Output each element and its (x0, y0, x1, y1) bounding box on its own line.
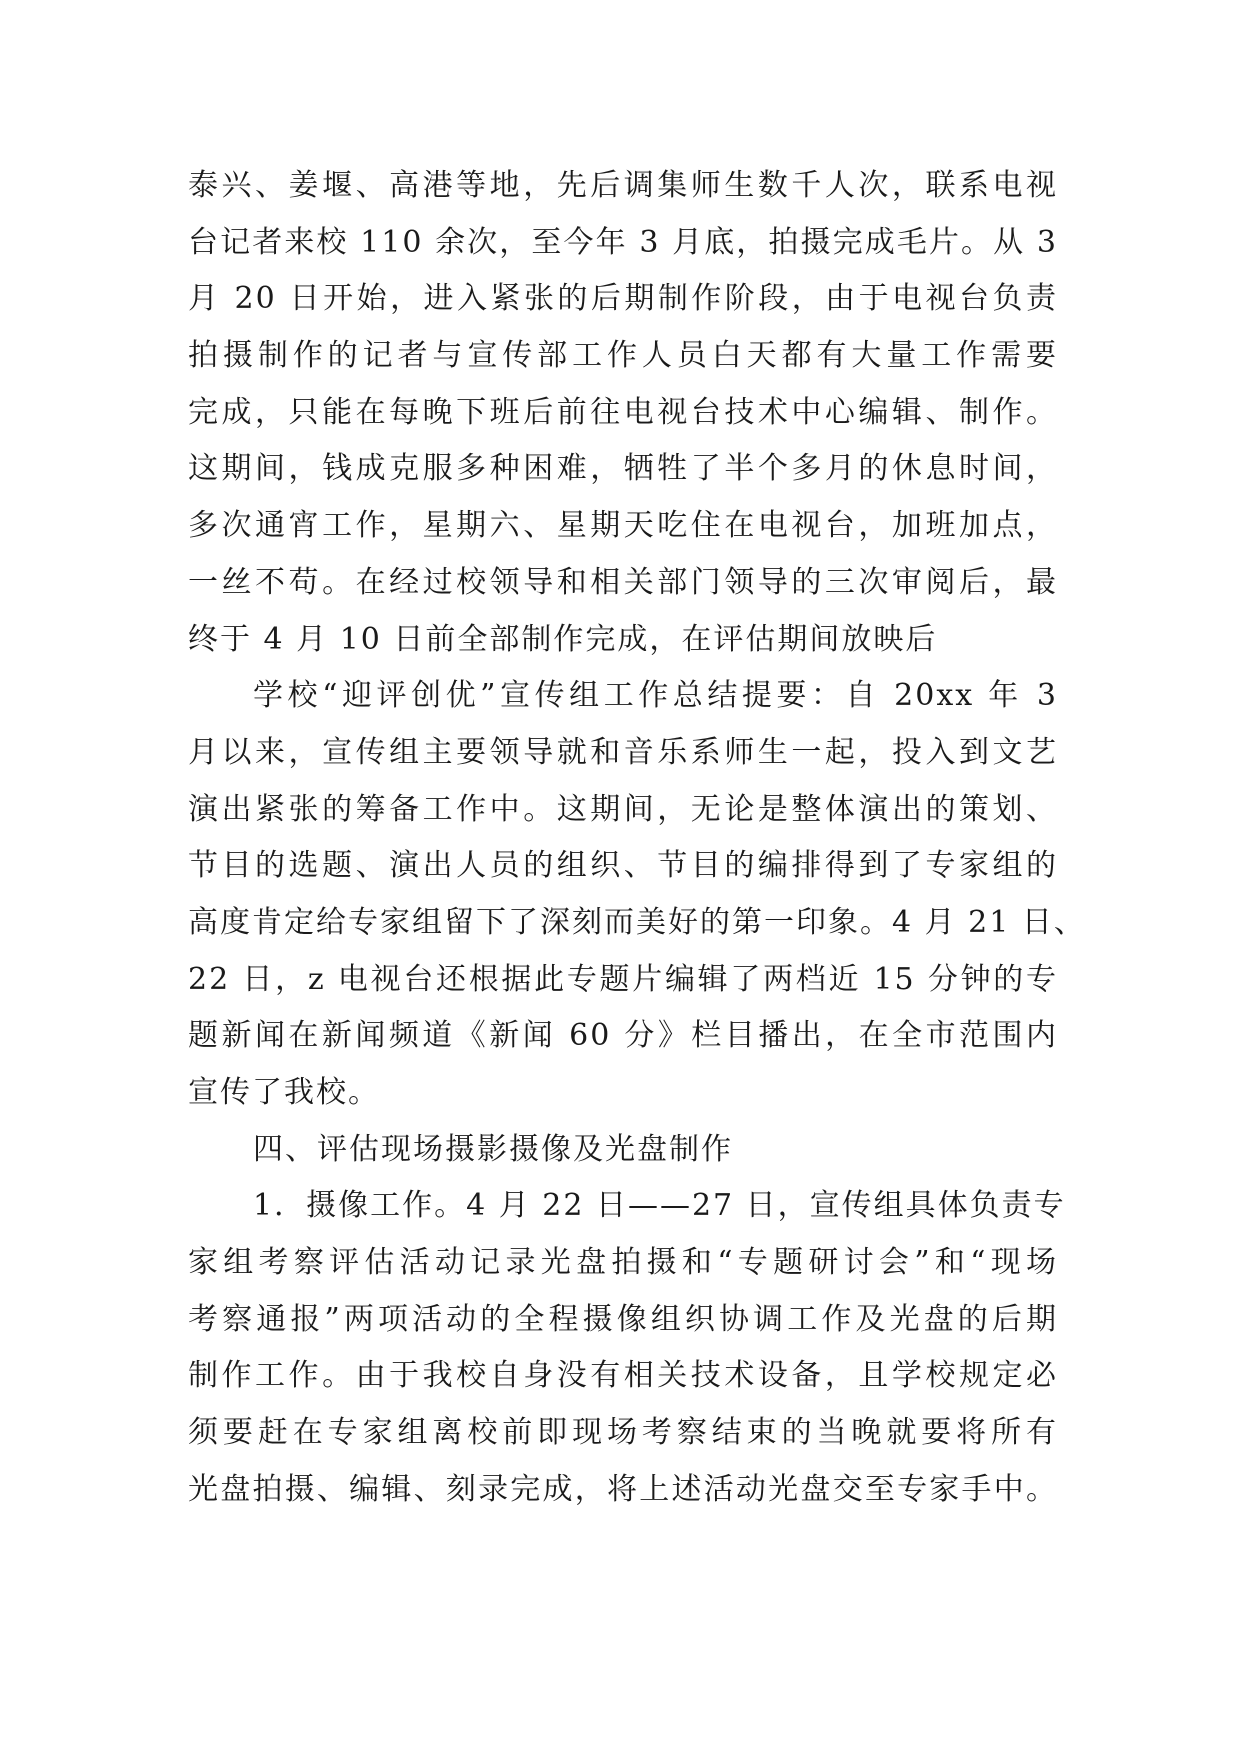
text-line: 这期间，钱成克服多种困难，牺牲了半个多月的休息时间， (188, 451, 1058, 487)
paragraph (188, 1178, 1066, 1518)
text-line: 月 20 日开始，进入紧张的后期制作阶段，由于电视台负责 (188, 281, 1058, 317)
paragraph (188, 668, 1086, 1122)
text-line: 家组考察评估活动记录光盘拍摄和“专题研讨会”和“现场 (188, 1245, 1058, 1281)
text-line: 完成，只能在每晚下班后前往电视台技术中心编辑、制作。 (188, 394, 1058, 430)
paragraph (188, 158, 1058, 668)
section-heading (188, 1122, 1058, 1179)
text-line: 光盘拍摄、编辑、刻录完成，将上述活动光盘交至专家手中。 (188, 1471, 1058, 1507)
text-line: 学校“迎评创优”宣传组工作总结提要：自 20xx 年 3 (253, 678, 1058, 714)
text-line: 一丝不苟。在经过校领导和相关部门领导的三次审阅后，最 (188, 564, 1058, 600)
text-line: 高度肯定给专家组留下了深刻而美好的第一印象。4 月 21 日、 (188, 904, 1086, 940)
text-line: 宣传了我校。 (188, 1075, 380, 1110)
text-line: 终于 4 月 10 日前全部制作完成，在评估期间放映后 (188, 621, 938, 657)
text-line: 拍摄制作的记者与宣传部工作人员白天都有大量工作需要 (188, 338, 1058, 374)
text-line: 须要赶在专家组离校前即现场考察结束的当晚就要将所有 (188, 1415, 1058, 1451)
document-body (188, 158, 1086, 1519)
text-line: 泰兴、姜堰、高港等地，先后调集师生数千人次，联系电视 (188, 168, 1058, 203)
text-line: 考察通报”两项活动的全程摄像组织协调工作及光盘的后期 (188, 1301, 1058, 1337)
text-line: 制作工作。由于我校自身没有相关技术设备，且学校规定必 (188, 1358, 1058, 1394)
text-line: 题新闻在新闻频道《新闻 60 分》栏目播出，在全市范围内 (188, 1018, 1058, 1054)
text-line: 22 日，z 电视台还根据此专题片编辑了两档近 15 分钟的专 (188, 961, 1058, 997)
text-line: 演出紧张的筹备工作中。这期间，无论是整体演出的策划、 (188, 791, 1058, 827)
text-line: 多次通宵工作，星期六、星期天吃住在电视台，加班加点， (188, 508, 1058, 544)
text-line: 节目的选题、演出人员的组织、节目的编排得到了专家组的 (188, 848, 1058, 884)
text-line: 1．摄像工作。4 月 22 日——27 日，宣传组具体负责专 (253, 1188, 1066, 1224)
text-line: 四、评估现场摄影摄像及光盘制作 (253, 1131, 733, 1167)
text-line: 月以来，宣传组主要领导就和音乐系师生一起，投入到文艺 (188, 734, 1058, 770)
text-line: 台记者来校 110 余次，至今年 3 月底，拍摄完成毛片。从 3 (188, 224, 1058, 260)
